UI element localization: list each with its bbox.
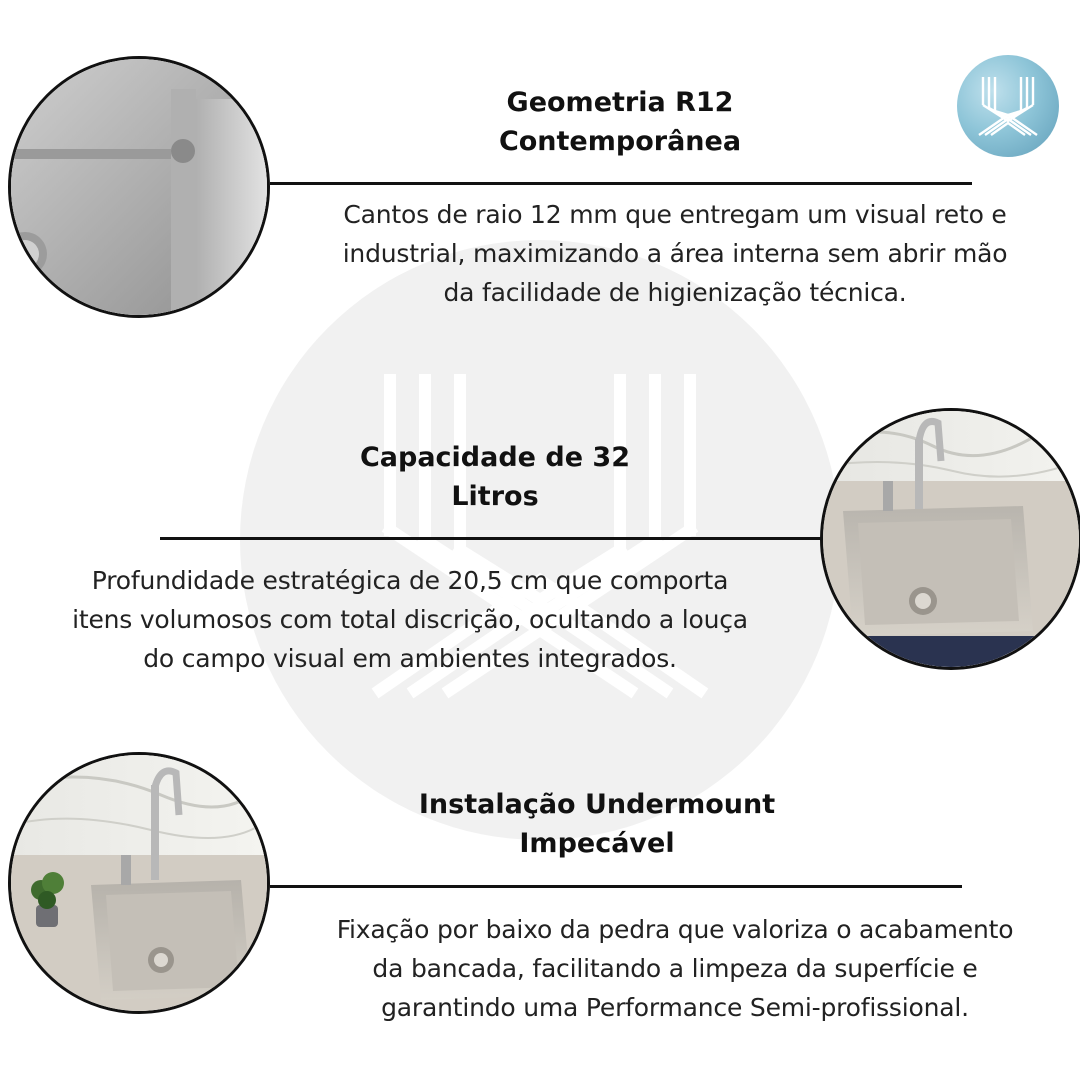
feature-2-title-line-2: Litros [451,481,539,512]
feature-2-desc-line-1: Profundidade estratégica de 20,5 cm que comporta [91,566,729,595]
feature-2-description [0,561,820,678]
divider-3 [270,885,962,888]
feature-1-title [420,83,820,161]
divider-2 [160,537,823,540]
undermount-sink-countertop-photo [8,752,270,1014]
feature-1-description [270,195,1080,312]
feature-3-description [270,910,1080,1027]
sink-corner-closeup-photo [8,56,270,318]
feature-1-title-line-2: Contemporânea [498,126,742,157]
feature-1-desc-line-1: Cantos de raio 12 mm que entregam um visual reto e [343,200,1007,229]
divider-1 [270,182,972,185]
feature-3-title-line-1: Instalação Undermount [418,789,776,820]
feature-3-desc-line-1: Fixação por baixo da pedra que valoriza o acabamento [336,915,1014,944]
feature-2-title [295,438,695,516]
feature-1-title-line-1: Geometria R12 [506,87,734,118]
watermark-logo-icon [240,240,840,840]
feature-3-title-line-2: Impecável [519,828,675,859]
sink-with-faucet-photo [820,408,1080,670]
feature-2-desc-line-3: do campo visual em ambientes integrados. [143,644,677,673]
feature-1-desc-line-2: industrial, maximizando a área interna sem abrir mão [342,239,1008,268]
brand-logo [957,55,1059,157]
feature-2-desc-line-2: itens volumosos com total discrição, ocultando a louça [72,605,748,634]
feature-3-desc-line-2: da bancada, facilitando a limpeza da superfície e [372,954,978,983]
brand-monogram-icon [957,55,1059,157]
feature-2-title-line-1: Capacidade de 32 [359,442,631,473]
feature-1-desc-line-3: da facilidade de higienização técnica. [443,278,907,307]
feature-3-desc-line-3: garantindo uma Performance Semi-profissional. [381,993,969,1022]
feature-3-title [397,785,797,863]
